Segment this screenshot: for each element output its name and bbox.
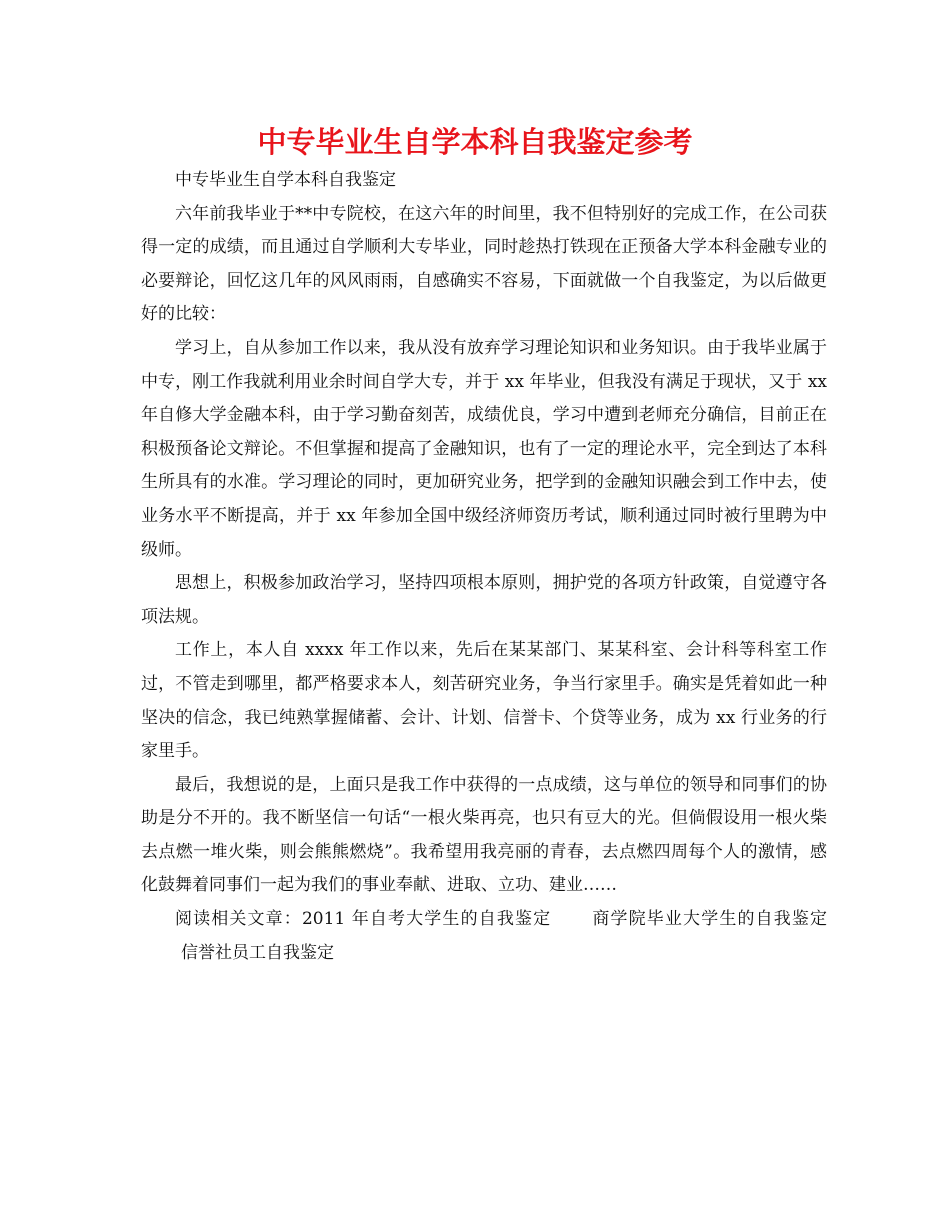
related-article-link[interactable]: 2011 年自考大学生的自我鉴定 bbox=[301, 909, 552, 930]
related-articles-label: 阅读相关文章： bbox=[175, 909, 302, 930]
related-article-link[interactable]: 信誉社员工自我鉴定 bbox=[181, 942, 334, 963]
paragraph-closing: 最后，我想说的是，上面只是我工作中获得的一点成绩，这与单位的领导和同事们的协助是分不开的。我不断坚信一句话“一根火柴再亮，也只有豆大的光。但倘假设用一根火柴去点燃一堆火柴，则会熊熊燃烧”。我希望用我亮丽的青春，去点燃四周每个人的激情，感化鼓舞着同事们一起为我们的事业奉献、进取、立功、建业…… bbox=[141, 774, 827, 896]
paragraph-intro: 六年前我毕业于**中专院校，在这六年的时间里，我不但特别好的完成工作，在公司获得一定的成绩，而且通过自学顺利大专毕业，同时趁热打铁现在正预备大学本科金融专业的必要辩论，回忆这几年的风风雨雨，自感确实不容易，下面就做一个自我鉴定，为以后做更好的比较： bbox=[141, 203, 827, 325]
related-article-link[interactable]: 商学院毕业大学生的自我鉴定 bbox=[591, 909, 828, 930]
document-title: 中专毕业生自学本科自我鉴定参考 bbox=[257, 125, 693, 159]
paragraph-study: 学习上，自从参加工作以来，我从没有放弃学习理论知识和业务知识。由于我毕业属于中专，刚工作我就利用业余时间自学大专，并于 xx 年毕业，但我没有满足于现状，又于 xx 年自修大学金融本科，由于学习勤奋刻苦，成绩优良，学习中遭到老师充分确信，目前正在积极预备论文辩论。不但掌握和提高了金融知识，也有了一定的理论水平，完全到达了本科生所具有的水准。学习理论的同时，更加研究业务，把学到的金融知识融会到工作中去，使业务水平不断提高，并于 xx 年参加全国中级经济师资历考试，顺利通过同时被行里聘为中级师。 bbox=[141, 337, 827, 560]
document-body bbox=[141, 164, 827, 970]
paragraph-work: 工作上，本人自 xxxx 年工作以来，先后在某某部门、某某科室、会计科等科室工作过，不管走到哪里，都严格要求本人，刻苦研究业务，争当行家里手。确实是凭着如此一种坚决的信念，我已纯熟掌握储蓄、会计、计划、信誉卡、个贷等业务，成为 xx 行业务的行家里手。 bbox=[141, 640, 827, 762]
paragraph-thought: 思想上，积极参加政治学习，坚持四项根本原则，拥护党的各项方针政策，自觉遵守各项法规。 bbox=[141, 573, 827, 627]
document-subtitle: 中专毕业生自学本科自我鉴定 bbox=[175, 170, 396, 190]
related-articles bbox=[141, 903, 827, 970]
